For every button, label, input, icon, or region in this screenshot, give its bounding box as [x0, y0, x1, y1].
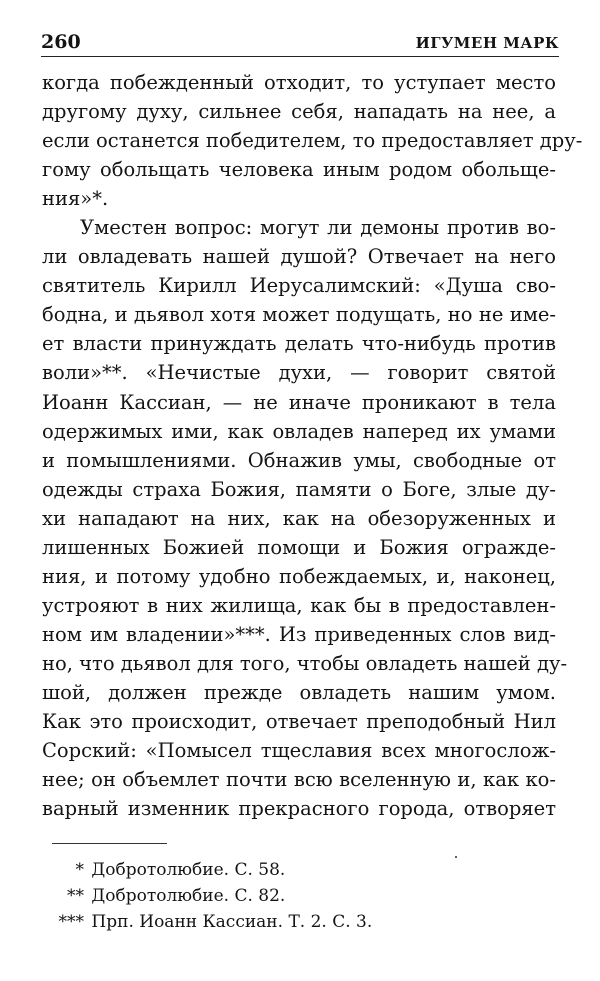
text-line: и помышлениями. Обнажив умы, свободные от	[42, 448, 556, 472]
text-line: нее; он объемлет почти всю вселенную и, как ко-	[42, 768, 556, 792]
footnote-text: Добротолюбие. С. 58.	[91, 860, 286, 880]
text-line: другому духу, сильнее себя, нападать на нее, а	[42, 100, 556, 124]
text-line: святитель Кирилл Иерусалимский: «Душа сво-	[42, 274, 556, 298]
text-line: шой, должен прежде овладеть нашим умом.	[42, 680, 556, 704]
text-line: Уместен вопрос: могут ли демоны против во-	[80, 216, 556, 240]
main-text	[42, 68, 583, 823]
footnote-text: Прп. Иоанн Кассиан. Т. 2. С. 3.	[91, 912, 373, 932]
text-line: но, что дьявол для того, чтобы овладеть нашей ду-	[42, 651, 568, 675]
text-line: устрояют в них жилища, как бы в предоставлен-	[42, 593, 556, 617]
text-line: воли»**. «Нечистые духи, — говорит святой	[42, 361, 556, 385]
text-line: гому обольщать человека иным родом обольще-	[42, 158, 556, 182]
footnotes	[56, 857, 536, 935]
page-number: 260	[41, 31, 81, 53]
running-header	[41, 30, 559, 57]
text-line: ет власти принуждать делать что-нибудь против	[42, 332, 556, 356]
text-line: если останется победителем, то предоставляет дру-	[42, 129, 583, 153]
footnote	[56, 909, 536, 935]
text-line: когда побежденный отходит, то уступает место	[42, 71, 556, 94]
footnote-divider	[52, 843, 167, 844]
text-line: Сорский: «Помысел тщеславия всех многослож-	[42, 739, 556, 763]
text-line: ли овладевать нашей душой? Отвечает на него	[42, 245, 556, 269]
text-line: ния, и потому удобно побеждаемых, и, наконец,	[42, 564, 556, 588]
footnote-mark: **	[67, 886, 84, 906]
footnote-mark: *	[75, 860, 84, 880]
text-line: варный изменник прекрасного города, отворяет	[42, 797, 556, 821]
text-line: ния»*.	[42, 187, 109, 211]
text-line: Как это происходит, отвечает преподобный Нил	[42, 710, 556, 734]
text-line: лишенных Божией помощи и Божия огражде-	[42, 535, 556, 559]
footnote	[56, 883, 536, 909]
footnote-mark: ***	[58, 912, 84, 932]
running-title: ИГУМЕН МАРК	[415, 34, 559, 52]
text-line: одержимых ими, как овладев наперед их умами	[42, 419, 556, 443]
text-line: ном им владении»***. Из приведенных слов вид-	[42, 622, 556, 646]
footnote-text: Добротолюбие. С. 82.	[91, 886, 286, 906]
text-line: хи нападают на них, как на обезоруженных и	[42, 506, 556, 530]
text-line: одежды страха Божия, памяти о Боге, злые ду-	[42, 477, 556, 501]
text-line: бодна, и дьявол хотя может подущать, но не име-	[42, 303, 556, 327]
text-line: Иоанн Кассиан, — не иначе проникают в тела	[42, 390, 556, 414]
footnote	[56, 857, 536, 883]
